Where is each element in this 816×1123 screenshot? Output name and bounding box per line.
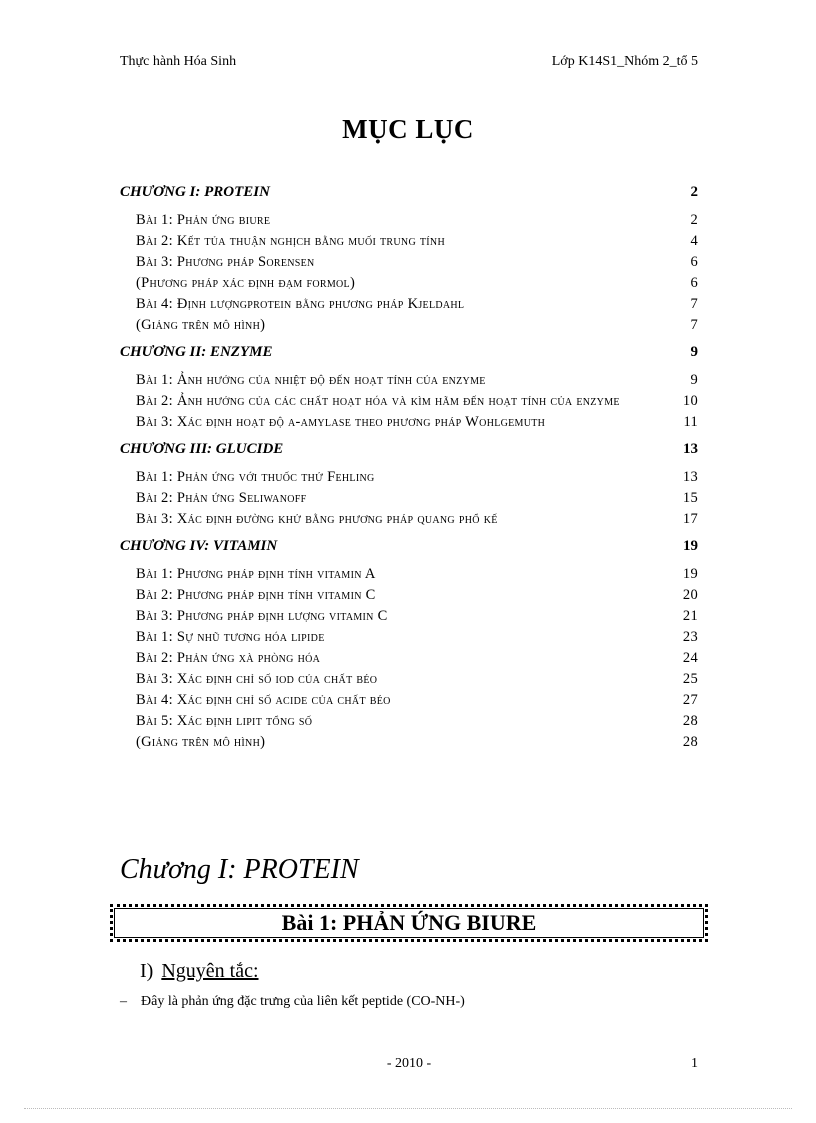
toc-entry-title: Bài 1: Phương pháp định tính vitamin A <box>136 566 376 582</box>
toc-entry[interactable] <box>120 273 698 294</box>
toc-entry[interactable] <box>120 732 698 753</box>
toc-entry-page: 20 <box>682 587 698 603</box>
toc-chapter[interactable] <box>120 534 698 558</box>
toc-chapter-page: 2 <box>690 184 698 200</box>
toc-entry-title: Bài 1: Phản ứng với thuốc thử Fehling <box>136 469 375 485</box>
toc-entry-page: 19 <box>682 566 698 582</box>
toc-entry-title: Bài 3: Phương pháp Sorensen <box>136 254 315 270</box>
toc-chapter-title: CHƯƠNG III: GLUCIDE <box>120 441 284 457</box>
toc-entry-title: Bài 2: Phương pháp định tính vitamin C <box>136 587 376 603</box>
page-header <box>120 54 698 70</box>
toc-chapter-title: CHƯƠNG I: PROTEIN <box>120 184 270 200</box>
toc-entry-title: Bài 2: Phản ứng Seliwanoff <box>136 490 307 506</box>
toc-entry-page: 25 <box>682 671 698 687</box>
toc-entry-title: Bài 4: Định lượngprotein bằng phương pháp Kjeldahl <box>136 296 465 312</box>
toc-entry[interactable] <box>120 210 698 231</box>
toc-entry-page: 11 <box>683 414 698 430</box>
toc-entry-title: Bài 3: Xác định hoạt độ α-amylase theo phương pháp Wohlgemuth <box>136 414 546 430</box>
chapter-heading: Chương I: PROTEIN <box>120 854 359 885</box>
toc-entry-title: Bài 1: Sự nhũ tương hóa lipide <box>136 629 325 645</box>
toc-chapter[interactable] <box>120 437 698 461</box>
toc-entry[interactable] <box>120 391 698 412</box>
toc-chapter-title: CHƯƠNG IV: VITAMIN <box>120 538 278 554</box>
toc-entry-title: Bài 3: Xác định đường khử bằng phương pháp quang phổ kế <box>136 511 498 527</box>
toc-entry-page: 15 <box>682 490 698 506</box>
toc-entry[interactable] <box>120 606 698 627</box>
toc-entry[interactable] <box>120 252 698 273</box>
toc-title: MỤC LỤC <box>342 114 474 144</box>
toc-entry[interactable] <box>120 467 698 488</box>
toc-entry-page: 9 <box>690 372 698 388</box>
toc-entry[interactable] <box>120 669 698 690</box>
toc-entry-title: Bài 2: Phản ứng xà phòng hóa <box>136 650 321 666</box>
toc-entry[interactable] <box>120 412 698 433</box>
toc-chapter[interactable] <box>120 340 698 364</box>
toc-entry[interactable] <box>120 315 698 336</box>
toc-entry-title: Bài 5: Xác định lipit tổng số <box>136 713 313 729</box>
bullet-dash: – <box>120 994 127 1009</box>
footer-year: - 2010 - <box>386 1056 432 1071</box>
toc-chapter-title: CHƯƠNG II: ENZYME <box>120 344 273 360</box>
section-title: Nguyên tắc: <box>161 960 259 982</box>
toc-entry-title: Bài 3: Phương pháp định lượng vitamin C <box>136 608 388 624</box>
page-edge-divider <box>24 1108 792 1109</box>
toc-entry-page: 24 <box>682 650 698 666</box>
toc-chapter-page: 19 <box>683 538 698 554</box>
bullet-item <box>120 994 465 1010</box>
table-of-contents <box>120 176 698 753</box>
toc-entry[interactable] <box>120 509 698 530</box>
toc-entry-page: 6 <box>690 254 698 270</box>
bullet-text: Đây là phản ứng đặc trưng của liên kết peptide (CO-NH-) <box>141 994 465 1009</box>
section-heading <box>140 960 259 983</box>
toc-entry-page: 2 <box>690 212 698 228</box>
toc-entry[interactable] <box>120 488 698 509</box>
lesson-title: Bài 1: PHẢN ỨNG BIURE <box>281 910 537 935</box>
lesson-title-box <box>110 904 708 942</box>
toc-entry-page: 7 <box>690 317 698 333</box>
toc-entry[interactable] <box>120 564 698 585</box>
toc-chapter[interactable] <box>120 180 698 204</box>
toc-entry-page: 4 <box>690 233 698 249</box>
toc-entry-title: Bài 2: Kết tủa thuận nghịch bằng muối trung tính <box>136 233 445 249</box>
toc-chapter-page: 9 <box>690 344 698 360</box>
toc-chapter-page: 13 <box>683 441 698 457</box>
toc-entry-page: 28 <box>682 734 698 750</box>
toc-entry-title: Bài 4: Xác định chỉ số acide của chất béo <box>136 692 391 708</box>
toc-entry-page: 23 <box>682 629 698 645</box>
toc-entry-title: Bài 1: Ảnh hưởng của nhiệt độ đến hoạt tính của enzyme <box>136 372 486 388</box>
toc-entry-page: 13 <box>682 469 698 485</box>
toc-entry[interactable] <box>120 711 698 732</box>
toc-entry-page: 17 <box>682 511 698 527</box>
toc-entry[interactable] <box>120 231 698 252</box>
toc-entry-title: Bài 3: Xác định chỉ số iod của chất béo <box>136 671 378 687</box>
toc-entry-title: (Giảng trên mô hình) <box>136 734 266 750</box>
toc-entry-page: 21 <box>682 608 698 624</box>
header-right: Lớp K14S1_Nhóm 2_tổ 5 <box>551 54 698 69</box>
toc-entry[interactable] <box>120 690 698 711</box>
toc-entry-title: Bài 2: Ảnh hưởng của các chất hoạt hóa và kìm hãm đến hoạt tính của enzyme <box>136 393 620 409</box>
toc-entry[interactable] <box>120 585 698 606</box>
page-number: 1 <box>691 1056 698 1071</box>
toc-entry[interactable] <box>120 627 698 648</box>
toc-entry-title: (Phương pháp xác định đạm formol) <box>136 275 356 291</box>
toc-entry-page: 6 <box>690 275 698 291</box>
section-number: I) <box>140 960 154 982</box>
toc-entry-page: 27 <box>682 692 698 708</box>
toc-entry[interactable] <box>120 294 698 315</box>
toc-entry-page: 28 <box>682 713 698 729</box>
toc-entry-title: (Giảng trên mô hình) <box>136 317 266 333</box>
toc-entry-page: 7 <box>690 296 698 312</box>
toc-entry-title: Bài 1: Phản ứng biure <box>136 212 271 228</box>
toc-entry-page: 10 <box>682 393 698 409</box>
toc-entry[interactable] <box>120 648 698 669</box>
toc-entry[interactable] <box>120 370 698 391</box>
header-left: Thực hành Hóa Sinh <box>120 54 237 69</box>
